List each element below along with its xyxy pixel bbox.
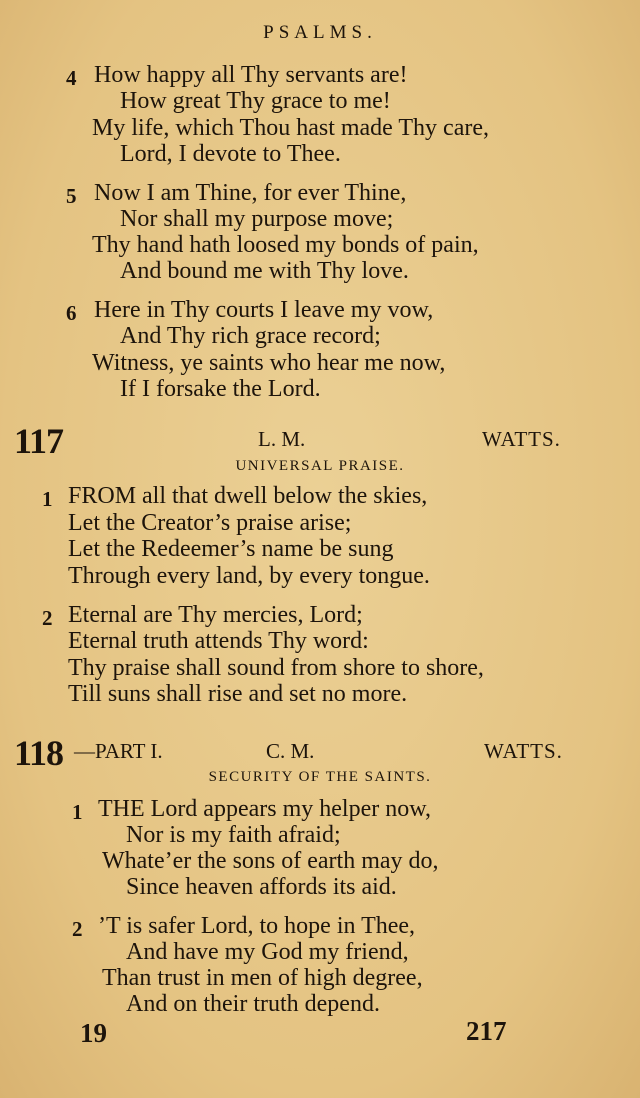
- hymn-author: WATTS.: [482, 427, 561, 451]
- page-number: 217: [466, 1016, 507, 1046]
- signature-mark: 19: [80, 1018, 107, 1048]
- stanza-line: Let the Redeemer’s name be sung: [68, 536, 394, 562]
- stanza-line: And Thy rich grace record;: [120, 323, 381, 349]
- stanza-line: Since heaven affords its aid.: [126, 874, 397, 900]
- stanza-line: And on their truth depend.: [126, 991, 380, 1017]
- stanza-number: 5: [66, 184, 77, 208]
- stanza-line: How happy all Thy servants are!: [94, 62, 408, 88]
- stanza-line: Whate’er the sons of earth may do,: [102, 848, 439, 874]
- hymn-meter: C. M.: [266, 739, 315, 763]
- stanza-line: Let the Creator’s praise arise;: [68, 510, 352, 536]
- stanza-line: Now I am Thine, for ever Thine,: [94, 180, 407, 206]
- stanza-number: 1: [42, 487, 53, 511]
- hymn-number: 118: [14, 733, 64, 773]
- stanza-line: And have my God my friend,: [126, 939, 409, 965]
- stanza-line: Eternal are Thy mercies, Lord;: [68, 602, 363, 628]
- stanza-line: Nor shall my purpose move;: [120, 206, 394, 232]
- stanza-line: FROM all that dwell below the skies,: [68, 483, 428, 509]
- stanza-line: Here in Thy courts I leave my vow,: [94, 297, 434, 323]
- stanza-line: Through every land, by every tongue.: [68, 563, 430, 589]
- stanza-line: Thy hand hath loosed my bonds of pain,: [92, 232, 479, 258]
- stanza-number: 2: [72, 917, 83, 941]
- stanza-line: THE Lord appears my helper now,: [98, 796, 431, 822]
- stanza-line: If I forsake the Lord.: [120, 376, 321, 402]
- stanza-number: 6: [66, 301, 77, 325]
- hymn-number: 117: [14, 421, 64, 461]
- stanza-line: My life, which Thou hast made Thy care,: [92, 115, 490, 141]
- stanza-line: Witness, ye saints who hear me now,: [92, 350, 446, 376]
- stanza-number: 4: [66, 66, 77, 90]
- stanza-line: Lord, I devote to Thee.: [120, 141, 341, 167]
- hymn-author: WATTS.: [484, 739, 563, 763]
- running-head: PSALMS.: [263, 22, 377, 43]
- stanza-line: Till suns shall rise and set no more.: [68, 681, 408, 707]
- stanza-number: 1: [72, 800, 83, 824]
- stanza-line: Thy praise shall sound from shore to shore,: [68, 655, 484, 681]
- stanza-line: And bound me with Thy love.: [120, 258, 409, 284]
- hymn-meter: L. M.: [258, 427, 306, 451]
- stanza-line: Eternal truth attends Thy word:: [68, 628, 369, 654]
- stanza-line: Than trust in men of high degree,: [102, 965, 423, 991]
- hymn-subtitle: UNIVERSAL PRAISE.: [235, 458, 405, 474]
- stanza-number: 2: [42, 606, 53, 630]
- stanza-line: ’T is safer Lord, to hope in Thee,: [98, 913, 416, 939]
- hymn-part: —PART I.: [74, 739, 163, 763]
- stanza-line: How great Thy grace to me!: [120, 88, 391, 114]
- hymn-subtitle: SECURITY OF THE SAINTS.: [208, 769, 432, 785]
- stanza-line: Nor is my faith afraid;: [126, 822, 341, 848]
